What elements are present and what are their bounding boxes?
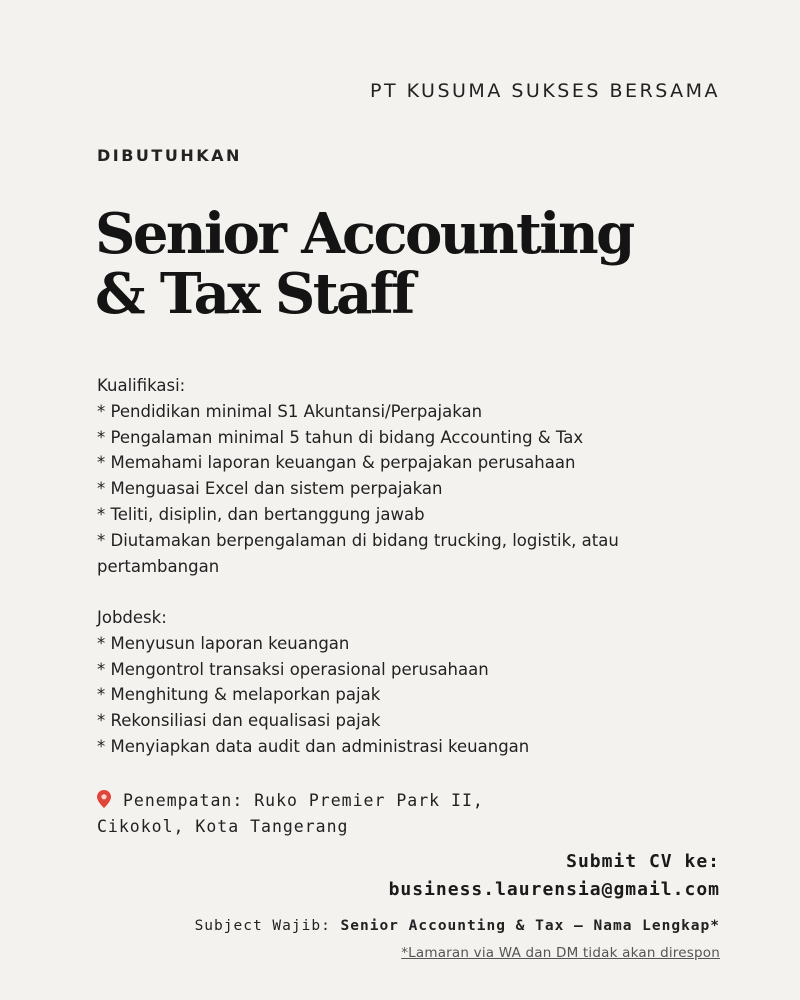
- pin-icon: [97, 790, 111, 808]
- application-note: *Lamaran via WA dan DM tidak akan direspon: [401, 945, 720, 961]
- submit-email[interactable]: business.laurensia@gmail.com: [388, 879, 720, 900]
- job-title: [95, 201, 633, 327]
- jobdesk-item: * Mengontrol transaksi operasional perusahaan: [97, 659, 489, 679]
- job-title-line-2: & Tax Staff: [95, 261, 413, 327]
- kicker-label: DIBUTUHKAN: [97, 146, 242, 165]
- qualification-item: * Memahami laporan keuangan & perpajakan perusahaan: [97, 453, 576, 473]
- jobdesk-item: * Menyusun laporan keuangan: [97, 633, 350, 653]
- qualification-item: * Teliti, disiplin, dan bertanggung jawab: [97, 504, 425, 524]
- qualifications-heading: Kualifikasi:: [97, 376, 186, 395]
- jobdesk-heading: Jobdesk:: [97, 608, 167, 627]
- submit-section: [389, 848, 720, 904]
- location-info: [97, 788, 484, 839]
- company-name: PT KUSUMA SUKSES BERSAMA: [370, 80, 720, 102]
- qualification-item: * Menguasai Excel dan sistem perpajakan: [97, 479, 443, 499]
- qualification-item: * Pendidikan minimal S1 Akuntansi/Perpajakan: [97, 401, 483, 421]
- location-line-2: Cikokol, Kota Tangerang: [97, 816, 349, 836]
- jobdesk-item: * Menyiapkan data audit dan administrasi keuangan: [97, 736, 530, 756]
- qualifications-section: [97, 373, 737, 579]
- location-line-1: Penempatan: Ruko Premier Park II,: [123, 791, 484, 810]
- jobdesk-item: * Menghitung & melaporkan pajak: [97, 685, 381, 705]
- qualification-item: * Pengalaman minimal 5 tahun di bidang Accounting & Tax: [97, 427, 584, 447]
- subject-prefix: Subject Wajib:: [194, 918, 331, 934]
- qualification-item: * Diutamakan berpengalaman di bidang trucking, logistik, atau: [97, 530, 619, 550]
- jobdesk-section: [97, 605, 737, 760]
- qualification-item: pertambangan: [97, 556, 220, 576]
- submit-label: Submit CV ke:: [566, 851, 720, 872]
- job-title-line-1: Senior Accounting: [95, 201, 633, 267]
- subject-value: Senior Accounting & Tax – Nama Lengkap*: [340, 918, 720, 934]
- subject-line: [195, 918, 720, 934]
- jobdesk-item: * Rekonsiliasi dan equalisasi pajak: [97, 711, 381, 731]
